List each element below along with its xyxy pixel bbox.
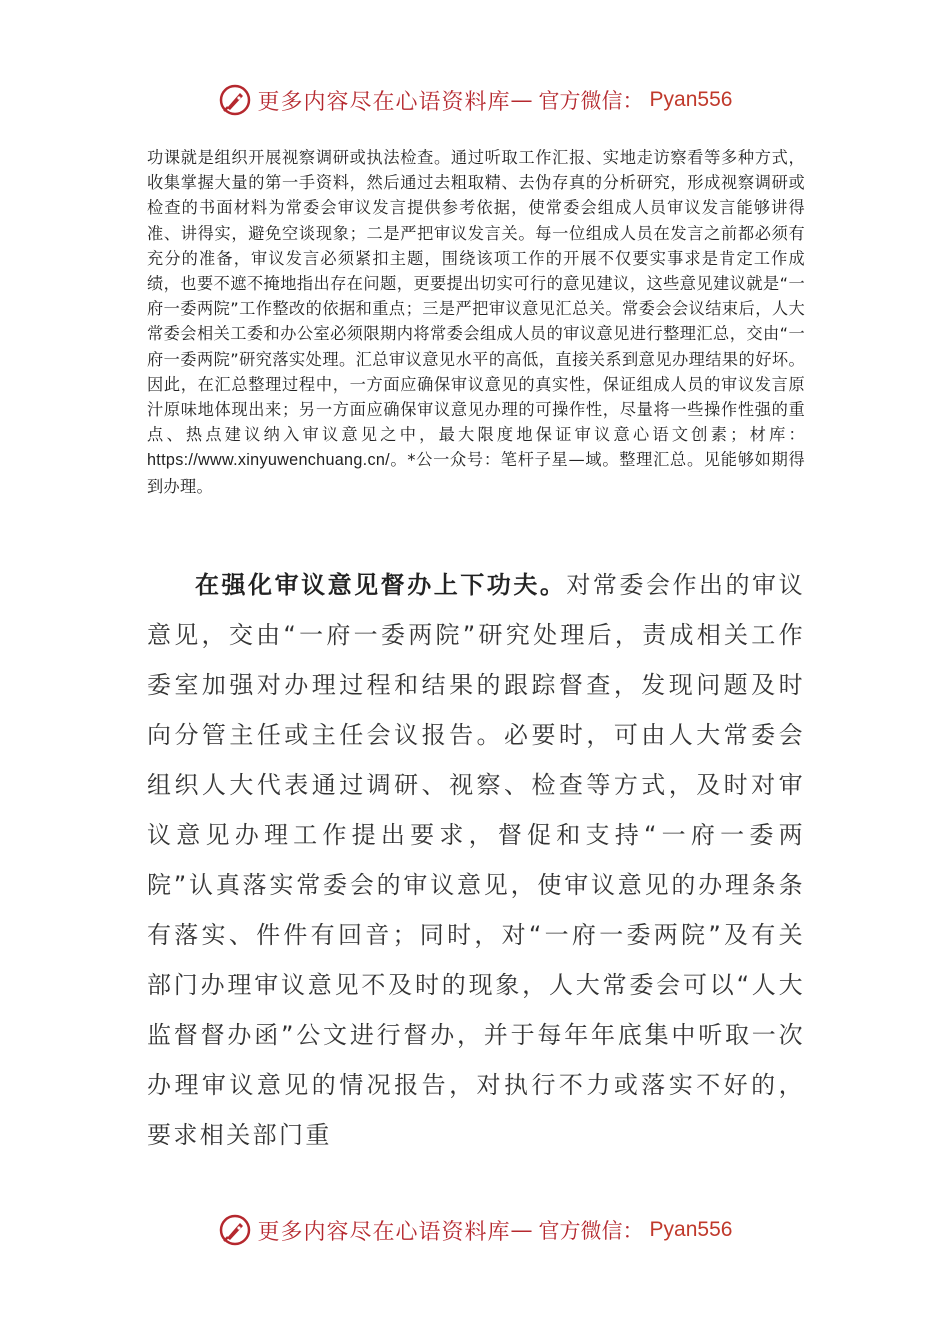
footer-banner xyxy=(0,1210,950,1250)
banner-wechat-id: Pyan556 xyxy=(649,88,733,111)
paragraph-lead-heading: 在强化审议意见督办上下功夫。 xyxy=(195,571,567,599)
pen-nib-circle-icon xyxy=(218,83,252,117)
footer-banner-wechat-id: Pyan556 xyxy=(649,1218,733,1241)
banner-wechat-label: 官方微信： xyxy=(538,89,644,113)
header-banner xyxy=(0,80,950,120)
large-paragraph-text: 对常委会作出的审议意见，交由“一府一委两院”研究处理后，责成相关工作委室加强对办理过程和结果的跟踪督查，发现问题及时向分管主任或主任会议报告。必要时，可由人大常委会组织人大代表通过调研、视察、检查等方式，及时对审议意见办理工作提出要求，督促和支持“一府一委两院”认真落实常委会的审议意见，使审议意见的办理条条有落实、件件有回音；同时，对“一府一委两院”及有关部门办理审议意见不及时的现象，人大常委会可以“人大监督督办函”公文进行督办，并于每年年底集中听取一次办理审议意见的情况报告，对执行不力或落实不好的，要求相关部门重 xyxy=(147,571,805,1149)
small-paragraph-text-end: 。*公一众号：笔杆子星—域。整理汇总。见能够如期得到办理。 xyxy=(147,450,805,496)
small-paragraph-text: 功课就是组织开展视察调研或执法检查。通过听取工作汇报、实地走访察看等多种方式，收集掌握大量的第一手资料，然后通过去粗取精、去伪存真的分析研究，形成视察调研或检查的书面材料为常委会审议发言提供参考依据，使常委会组成人员审议发言能够讲得准、讲得实，避免空谈现象；二是严把审议发言关。每一位组成人员在发言之前都必须有充分的准备，审议发言必须紧扣主题，围绕该项工作的开展不仅要实事求是肯定工作成绩，也要不遮不掩地指出存在问题，更要提出切实可行的意见建议，这些意见建议就是“一府一委两院”工作整改的依据和重点；三是严把审议意见汇总关。常委会会议结束后，人大常委会相关工委和办公室必须限期内将常委会组成人员的审议意见进行整理汇总，交由“一府一委两院”研究落实处理。汇总审议意见水平的高低，直接关系到意见办理结果的好坏。因此，在汇总整理过程中，一方面应确保审议意见的真实性，保证组成人员的审议发言原汁原味地体现出来；另一方面应确保审议意见办理的可操作性，尽量将一些操作性强的重点、热点建议纳入审议意见之中，最大限度地保证审议意心语文创素；材库： xyxy=(147,148,805,445)
pen-nib-circle-icon xyxy=(218,1213,252,1247)
source-url-link[interactable]: https://www.xinyuwenchuang.cn/ xyxy=(147,451,390,470)
footer-banner-title: 更多内容尽在心语资料库 xyxy=(257,1219,511,1245)
footer-banner-wechat-label: 官方微信： xyxy=(538,1219,644,1243)
banner-separator: — xyxy=(510,87,533,113)
banner-title: 更多内容尽在心语资料库 xyxy=(257,89,511,115)
footer-banner-separator: — xyxy=(510,1217,533,1243)
body-large-paragraph xyxy=(147,560,805,1160)
body-small-paragraph xyxy=(147,145,805,499)
